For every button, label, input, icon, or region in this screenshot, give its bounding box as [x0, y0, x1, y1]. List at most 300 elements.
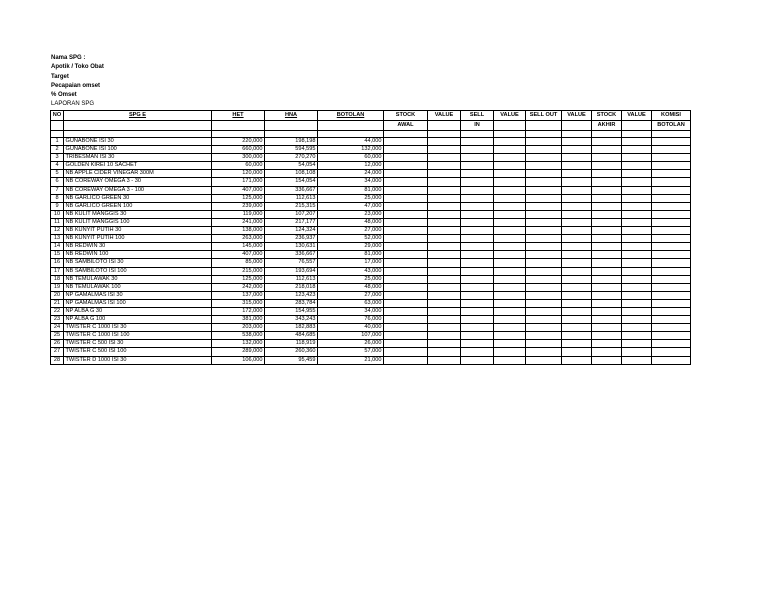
empty-cell	[461, 299, 494, 307]
empty-cell	[652, 283, 691, 291]
empty-cell	[652, 348, 691, 356]
row-product-name: TRIBESMAN ISI 30	[64, 154, 212, 162]
empty-cell	[592, 194, 622, 202]
empty-cell	[562, 235, 592, 243]
empty-cell	[622, 348, 652, 356]
empty-cell	[526, 316, 562, 324]
row-product-name: TWISTER C 500 ISI 30	[64, 340, 212, 348]
empty-cell	[526, 332, 562, 340]
empty-cell	[652, 316, 691, 324]
laporan-label: LAPORAN SPG	[51, 101, 95, 108]
empty-cell	[526, 251, 562, 259]
empty-cell	[461, 332, 494, 340]
row-het: 263,000	[212, 235, 265, 243]
empty-cell	[428, 275, 461, 283]
row-botolan: 27,000	[318, 227, 384, 235]
row-no: 24	[51, 324, 64, 332]
empty-cell	[562, 275, 592, 283]
table-row	[51, 243, 691, 251]
empty-cell	[494, 138, 526, 146]
row-het: 172,000	[212, 307, 265, 315]
empty-cell	[592, 299, 622, 307]
empty-cell	[428, 299, 461, 307]
row-botolan: 48,000	[318, 218, 384, 226]
row-no: 6	[51, 178, 64, 186]
empty-cell	[562, 291, 592, 299]
row-botolan: 76,000	[318, 316, 384, 324]
empty-cell	[562, 138, 592, 146]
empty-cell	[428, 162, 461, 170]
empty-cell	[652, 178, 691, 186]
row-botolan: 23,000	[318, 210, 384, 218]
table-row	[51, 332, 691, 340]
row-product-name: NP GAMALMAS ISI 100	[64, 299, 212, 307]
empty-cell	[428, 283, 461, 291]
empty-cell	[622, 194, 652, 202]
empty-cell	[592, 235, 622, 243]
empty-cell	[622, 235, 652, 243]
empty-cell	[562, 218, 592, 226]
row-product-name: TWISTER C 500 ISI 100	[64, 348, 212, 356]
row-hna: 76,557	[265, 259, 318, 267]
empty-cell	[526, 235, 562, 243]
empty-cell	[562, 210, 592, 218]
row-no: 20	[51, 291, 64, 299]
empty-cell	[461, 356, 494, 364]
table-row	[51, 194, 691, 202]
empty-cell	[461, 210, 494, 218]
empty-cell	[526, 162, 562, 170]
empty-cell	[652, 138, 691, 146]
row-hna: 336,667	[265, 251, 318, 259]
empty-cell	[461, 267, 494, 275]
row-product-name: NP ALBA G 30	[64, 307, 212, 315]
header-spg: SPG E	[64, 111, 212, 121]
empty-cell	[526, 218, 562, 226]
row-het: 60,000	[212, 162, 265, 170]
empty-cell	[384, 299, 428, 307]
empty-cell	[652, 202, 691, 210]
row-het: 381,000	[212, 316, 265, 324]
row-hna: 123,423	[265, 291, 318, 299]
row-product-name: NB SAMBILOTO ISI 30	[64, 259, 212, 267]
row-hna: 594,595	[265, 146, 318, 154]
empty-cell	[494, 283, 526, 291]
header-value-4: VALUE	[622, 111, 652, 121]
row-hna: 260,360	[265, 348, 318, 356]
empty-cell	[526, 243, 562, 251]
table-row	[51, 170, 691, 178]
header-value-2: VALUE	[494, 111, 526, 121]
header-stock-akhir: STOCK	[592, 111, 622, 121]
table-row	[51, 316, 691, 324]
empty-cell	[461, 138, 494, 146]
empty-cell	[622, 178, 652, 186]
row-botolan: 24,000	[318, 170, 384, 178]
empty-cell	[592, 178, 622, 186]
row-product-name: NB TEMULAWAK 100	[64, 283, 212, 291]
row-het: 239,000	[212, 202, 265, 210]
row-no: 25	[51, 332, 64, 340]
empty-cell	[622, 227, 652, 235]
row-product-name: NB KULIT MANGGIS 30	[64, 210, 212, 218]
empty-cell	[562, 243, 592, 251]
empty-cell	[622, 202, 652, 210]
empty-cell	[562, 178, 592, 186]
apotik-label: Apotik / Toko Obat	[51, 64, 104, 71]
empty-cell	[428, 332, 461, 340]
row-product-name: NB SAMBILOTO ISI 100	[64, 267, 212, 275]
empty-cell	[592, 267, 622, 275]
empty-cell	[652, 235, 691, 243]
row-botolan: 107,000	[318, 332, 384, 340]
row-botolan: 43,000	[318, 267, 384, 275]
row-botolan: 47,000	[318, 202, 384, 210]
header-komisi-2: BOTOLAN	[652, 121, 691, 131]
empty-cell	[526, 340, 562, 348]
empty-cell	[562, 316, 592, 324]
row-het: 106,000	[212, 356, 265, 364]
row-no: 13	[51, 235, 64, 243]
row-botolan: 81,000	[318, 186, 384, 194]
empty-cell	[494, 324, 526, 332]
row-hna: 218,018	[265, 283, 318, 291]
row-hna: 270,270	[265, 154, 318, 162]
empty-cell	[461, 340, 494, 348]
empty-cell	[622, 138, 652, 146]
table-row	[51, 267, 691, 275]
empty-cell	[622, 332, 652, 340]
empty-cell	[384, 324, 428, 332]
header-het: HET	[212, 111, 265, 121]
table-row	[51, 162, 691, 170]
row-hna: 215,315	[265, 202, 318, 210]
header-stock-awal-2: AWAL	[384, 121, 428, 131]
row-hna: 217,177	[265, 218, 318, 226]
pencapaian-label: Pecapaian omset	[51, 82, 101, 89]
empty-cell	[592, 259, 622, 267]
header-hna: HNA	[265, 111, 318, 121]
row-hna: 54,054	[265, 162, 318, 170]
row-botolan: 25,000	[318, 194, 384, 202]
empty-cell	[592, 186, 622, 194]
row-product-name: NB KULIT MANGGIS 100	[64, 218, 212, 226]
empty-cell	[526, 227, 562, 235]
table-row	[51, 146, 691, 154]
empty-cell	[526, 275, 562, 283]
row-het: 137,000	[212, 291, 265, 299]
row-product-name: NB TEMULAWAK 30	[64, 275, 212, 283]
row-no: 22	[51, 307, 64, 315]
row-het: 138,000	[212, 227, 265, 235]
empty-cell	[494, 235, 526, 243]
empty-cell	[652, 154, 691, 162]
empty-cell	[461, 275, 494, 283]
empty-cell	[494, 307, 526, 315]
empty-cell	[526, 348, 562, 356]
row-het: 242,000	[212, 283, 265, 291]
empty-cell	[494, 170, 526, 178]
empty-cell	[562, 307, 592, 315]
empty-cell	[428, 259, 461, 267]
empty-cell	[622, 146, 652, 154]
empty-cell	[592, 138, 622, 146]
empty-cell	[461, 243, 494, 251]
row-botolan: 26,000	[318, 340, 384, 348]
empty-cell	[526, 267, 562, 275]
empty-cell	[562, 154, 592, 162]
empty-cell	[384, 170, 428, 178]
empty-cell	[622, 299, 652, 307]
row-hna: 182,883	[265, 324, 318, 332]
row-het: 215,000	[212, 267, 265, 275]
empty-cell	[526, 283, 562, 291]
row-product-name: GUNABONE ISI 100	[64, 146, 212, 154]
empty-cell	[494, 251, 526, 259]
table-row	[51, 307, 691, 315]
empty-cell	[592, 332, 622, 340]
empty-cell	[384, 275, 428, 283]
empty-cell	[428, 340, 461, 348]
row-botolan: 21,000	[318, 356, 384, 364]
empty-cell	[384, 146, 428, 154]
empty-cell	[592, 251, 622, 259]
empty-cell	[428, 194, 461, 202]
empty-cell	[494, 267, 526, 275]
empty-cell	[428, 138, 461, 146]
empty-cell	[384, 154, 428, 162]
empty-cell	[562, 340, 592, 348]
empty-cell	[592, 202, 622, 210]
empty-cell	[494, 202, 526, 210]
row-no: 4	[51, 162, 64, 170]
empty-cell	[461, 162, 494, 170]
row-product-name: NB KUNYIT PUTIH 100	[64, 235, 212, 243]
empty-cell	[461, 202, 494, 210]
empty-cell	[428, 348, 461, 356]
row-no: 2	[51, 146, 64, 154]
empty-cell	[562, 251, 592, 259]
empty-cell	[384, 210, 428, 218]
empty-cell	[592, 218, 622, 226]
empty-cell	[384, 348, 428, 356]
empty-cell	[384, 259, 428, 267]
row-product-name: NB APPLE CIDER VINEGAR 300M	[64, 170, 212, 178]
empty-cell	[622, 275, 652, 283]
empty-cell	[494, 243, 526, 251]
row-botolan: 81,000	[318, 251, 384, 259]
empty-cell	[494, 186, 526, 194]
table-row	[51, 202, 691, 210]
empty-cell	[592, 154, 622, 162]
empty-cell	[592, 162, 622, 170]
row-het: 171,000	[212, 178, 265, 186]
empty-cell	[652, 251, 691, 259]
empty-cell	[494, 194, 526, 202]
empty-cell	[526, 307, 562, 315]
empty-cell	[622, 283, 652, 291]
row-botolan: 29,000	[318, 243, 384, 251]
row-no: 15	[51, 251, 64, 259]
header-sell-in-2: IN	[461, 121, 494, 131]
empty-cell	[461, 316, 494, 324]
row-botolan: 48,000	[318, 283, 384, 291]
row-het: 145,000	[212, 243, 265, 251]
empty-cell	[652, 218, 691, 226]
row-botolan: 25,000	[318, 275, 384, 283]
empty-cell	[494, 340, 526, 348]
empty-cell	[461, 178, 494, 186]
empty-cell	[652, 146, 691, 154]
row-botolan: 132,000	[318, 146, 384, 154]
row-het: 120,000	[212, 170, 265, 178]
empty-cell	[428, 154, 461, 162]
empty-cell	[622, 218, 652, 226]
table-row	[51, 235, 691, 243]
empty-cell	[652, 340, 691, 348]
row-botolan: 60,000	[318, 154, 384, 162]
row-het: 407,000	[212, 251, 265, 259]
row-het: 203,000	[212, 324, 265, 332]
empty-cell	[494, 227, 526, 235]
empty-cell	[461, 194, 494, 202]
empty-cell	[461, 154, 494, 162]
empty-cell	[652, 227, 691, 235]
row-no: 5	[51, 170, 64, 178]
table-row	[51, 283, 691, 291]
row-no: 19	[51, 283, 64, 291]
empty-cell	[562, 324, 592, 332]
row-botolan: 40,000	[318, 324, 384, 332]
empty-cell	[562, 202, 592, 210]
row-het: 538,000	[212, 332, 265, 340]
row-hna: 193,694	[265, 267, 318, 275]
header-sell-out: SELL OUT	[526, 111, 562, 121]
empty-cell	[526, 170, 562, 178]
empty-cell	[494, 162, 526, 170]
empty-cell	[562, 186, 592, 194]
empty-cell	[592, 243, 622, 251]
empty-cell	[592, 170, 622, 178]
empty-cell	[461, 348, 494, 356]
empty-cell	[622, 154, 652, 162]
empty-cell	[428, 251, 461, 259]
table-row	[51, 178, 691, 186]
row-botolan: 12,000	[318, 162, 384, 170]
empty-cell	[562, 170, 592, 178]
row-hna: 118,919	[265, 340, 318, 348]
empty-cell	[428, 235, 461, 243]
empty-cell	[428, 291, 461, 299]
empty-cell	[622, 162, 652, 170]
empty-cell	[428, 146, 461, 154]
empty-cell	[652, 299, 691, 307]
row-no: 17	[51, 267, 64, 275]
row-botolan: 27,000	[318, 291, 384, 299]
empty-cell	[384, 202, 428, 210]
empty-cell	[592, 324, 622, 332]
header-stock-akhir-2: AKHIR	[592, 121, 622, 131]
row-product-name: NB KUNYIT PUTIH 30	[64, 227, 212, 235]
empty-cell	[652, 194, 691, 202]
row-no: 9	[51, 202, 64, 210]
row-botolan: 34,000	[318, 307, 384, 315]
empty-cell	[652, 186, 691, 194]
empty-cell	[622, 267, 652, 275]
spacer-row	[51, 131, 691, 138]
table-row	[51, 324, 691, 332]
table-row	[51, 356, 691, 364]
row-hna: 343,243	[265, 316, 318, 324]
empty-cell	[526, 202, 562, 210]
empty-cell	[494, 259, 526, 267]
row-hna: 484,685	[265, 332, 318, 340]
empty-cell	[494, 356, 526, 364]
empty-cell	[384, 340, 428, 348]
row-het: 220,000	[212, 138, 265, 146]
empty-cell	[384, 267, 428, 275]
empty-cell	[384, 218, 428, 226]
table-row	[51, 275, 691, 283]
empty-cell	[526, 324, 562, 332]
header-sell-in: SELL	[461, 111, 494, 121]
empty-cell	[428, 307, 461, 315]
row-hna: 236,937	[265, 235, 318, 243]
row-product-name: TWISTER C 1000 ISI 100	[64, 332, 212, 340]
empty-cell	[384, 178, 428, 186]
row-product-name: NB COREWAY OMEGA 3 - 30	[64, 178, 212, 186]
report-meta	[51, 54, 104, 110]
empty-cell	[526, 194, 562, 202]
empty-cell	[384, 251, 428, 259]
row-no: 28	[51, 356, 64, 364]
empty-cell	[622, 186, 652, 194]
empty-cell	[652, 324, 691, 332]
row-product-name: NP ALBA G 100	[64, 316, 212, 324]
empty-cell	[622, 210, 652, 218]
empty-cell	[592, 146, 622, 154]
row-botolan: 44,000	[318, 138, 384, 146]
spg-report-table	[50, 110, 691, 365]
empty-cell	[592, 227, 622, 235]
empty-cell	[461, 227, 494, 235]
table-row	[51, 218, 691, 226]
empty-cell	[428, 210, 461, 218]
empty-cell	[652, 291, 691, 299]
empty-cell	[592, 275, 622, 283]
empty-cell	[428, 186, 461, 194]
empty-cell	[652, 267, 691, 275]
row-het: 315,000	[212, 299, 265, 307]
row-het: 125,000	[212, 194, 265, 202]
empty-cell	[652, 356, 691, 364]
row-het: 85,000	[212, 259, 265, 267]
table-row	[51, 348, 691, 356]
empty-cell	[428, 267, 461, 275]
empty-cell	[622, 170, 652, 178]
empty-cell	[461, 251, 494, 259]
empty-cell	[461, 291, 494, 299]
empty-cell	[461, 146, 494, 154]
row-het: 241,000	[212, 218, 265, 226]
header-no: NO	[51, 111, 64, 121]
empty-cell	[652, 275, 691, 283]
empty-cell	[562, 283, 592, 291]
empty-cell	[494, 178, 526, 186]
nama-spg-label: Nama SPG :	[51, 55, 86, 61]
empty-cell	[384, 235, 428, 243]
table-row	[51, 154, 691, 162]
